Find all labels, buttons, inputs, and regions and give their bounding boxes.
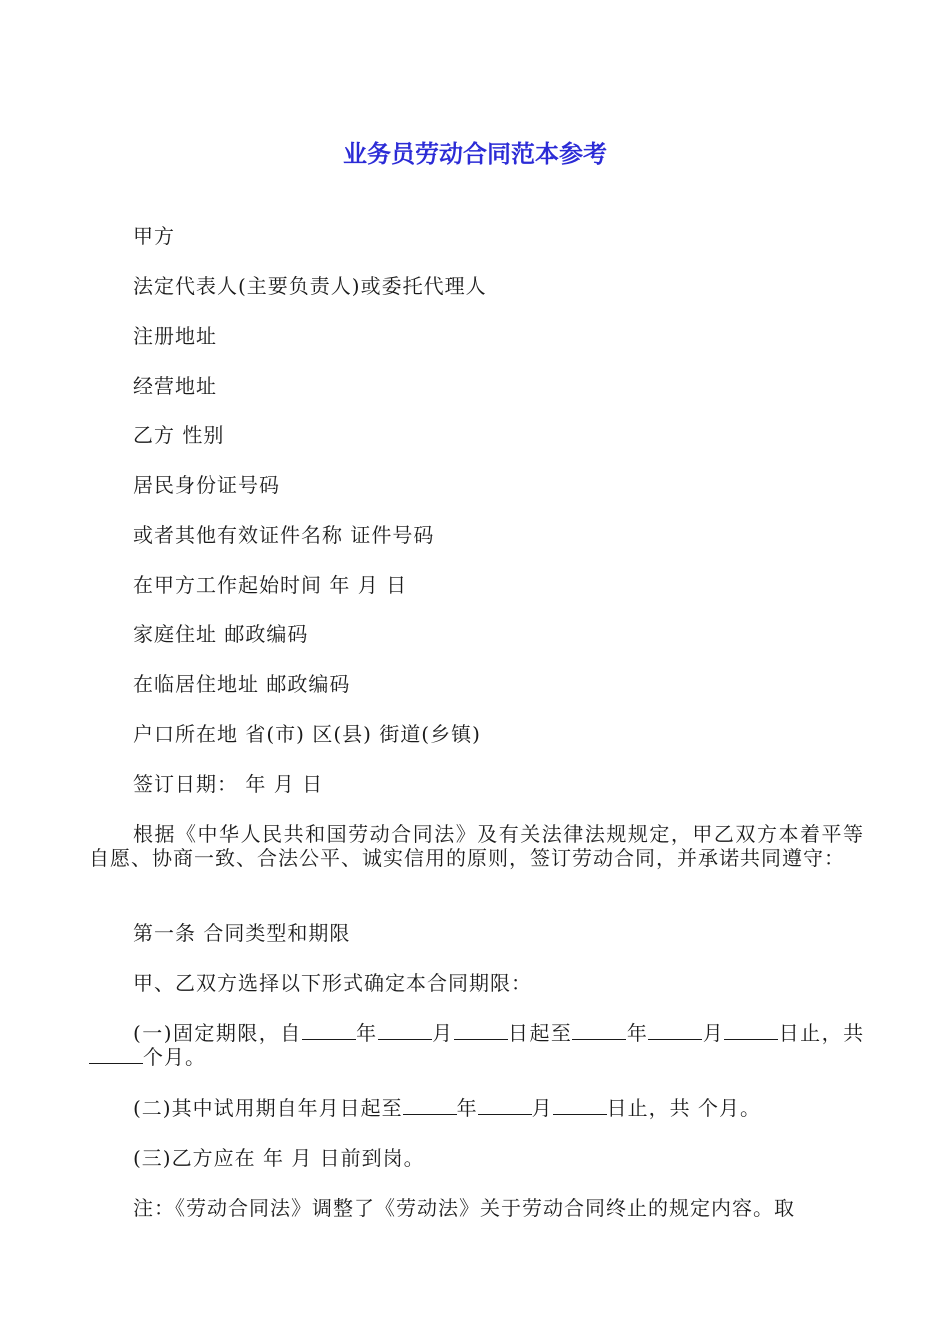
note-paragraph: 注：《劳动合同法》调整了《劳动法》关于劳动合同终止的规定内容。取 bbox=[133, 1196, 795, 1220]
field-id-number: 居民身份证号码 bbox=[133, 473, 280, 497]
field-party-b-gender: 乙方 性别 bbox=[133, 423, 225, 447]
field-registered-address: 注册地址 bbox=[133, 324, 217, 348]
field-temp-address: 在临居住地址 邮政编码 bbox=[133, 672, 351, 696]
article-1-heading: 第一条 合同类型和期限 bbox=[133, 921, 351, 945]
document-title: 业务员劳动合同范本参考 bbox=[343, 140, 607, 168]
item1-total-suffix: 个月。 bbox=[143, 1045, 206, 1069]
field-start-date: 在甲方工作起始时间 年 月 日 bbox=[133, 573, 408, 597]
blank-line bbox=[89, 1045, 143, 1064]
item1-month2: 月 bbox=[702, 1021, 725, 1045]
item1-day-to: 日止， bbox=[778, 1021, 844, 1045]
blank-line bbox=[553, 1096, 607, 1115]
field-household-registration: 户口所在地 省(市) 区(县) 街道(乡镇) bbox=[133, 722, 481, 746]
field-party-a: 甲方 bbox=[133, 224, 175, 248]
blank-line bbox=[454, 1021, 508, 1040]
intro-paragraph: 根据《中华人民共和国劳动合同法》及有关法律法规规定，甲乙双方本着平等自愿、协商一致、合法公平、诚实信用的原则，签订劳动合同，并承诺共同遵守： bbox=[89, 822, 864, 870]
item2-prefix: (二)其中试用期自年月日起至 bbox=[133, 1096, 403, 1120]
blank-line bbox=[572, 1021, 626, 1040]
item-probation bbox=[133, 1096, 761, 1120]
field-other-id: 或者其他有效证件名称 证件号码 bbox=[133, 523, 435, 547]
field-legal-representative: 法定代表人(主要负责人)或委托代理人 bbox=[133, 274, 487, 298]
item1-prefix: (一)固定期限，自 bbox=[133, 1021, 302, 1045]
field-signing-date: 签订日期： 年 月 日 bbox=[133, 772, 324, 796]
item2-suffix: 日止，共 个月。 bbox=[606, 1096, 761, 1120]
field-business-address: 经营地址 bbox=[133, 374, 217, 398]
item1-year2: 年 bbox=[626, 1021, 649, 1045]
item1-total-prefix: 共 bbox=[843, 1021, 865, 1045]
item2-year: 年 bbox=[456, 1096, 478, 1120]
blank-line bbox=[403, 1096, 457, 1115]
item1-day-from: 日起至 bbox=[507, 1021, 573, 1045]
item-fixed-term bbox=[89, 1021, 864, 1069]
field-home-address: 家庭住址 邮政编码 bbox=[133, 622, 309, 646]
item1-month: 月 bbox=[431, 1021, 454, 1045]
blank-line bbox=[724, 1021, 778, 1040]
blank-line bbox=[648, 1021, 702, 1040]
blank-line bbox=[478, 1096, 532, 1115]
item-report-date: (三)乙方应在 年 月 日前到岗。 bbox=[133, 1146, 425, 1170]
item1-year: 年 bbox=[355, 1021, 378, 1045]
blank-line bbox=[378, 1021, 432, 1040]
article-1-intro: 甲、乙双方选择以下形式确定本合同期限： bbox=[133, 971, 532, 995]
blank-line bbox=[302, 1021, 356, 1040]
item2-month: 月 bbox=[531, 1096, 553, 1120]
